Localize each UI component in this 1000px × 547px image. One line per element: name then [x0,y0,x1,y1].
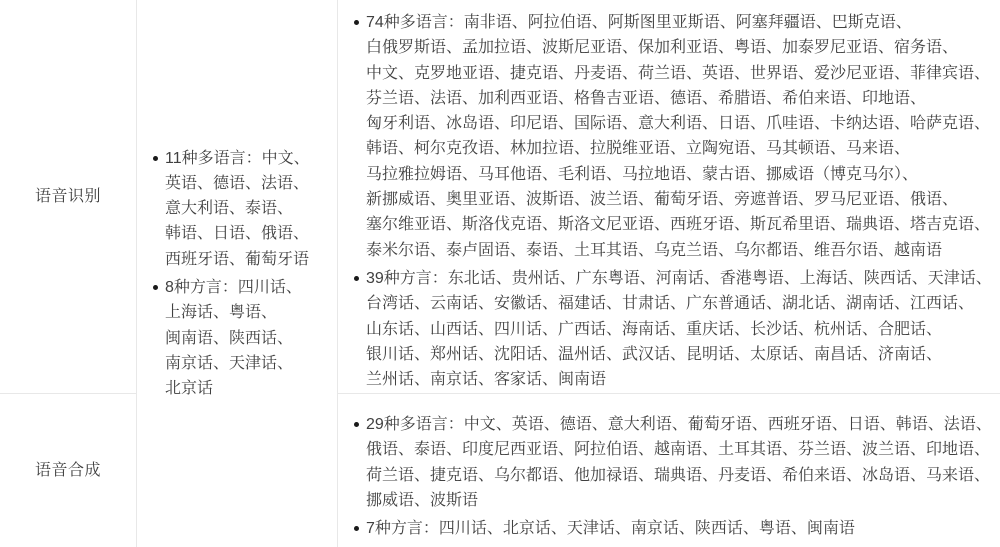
list-text-basic-multilingual: 11种多语言：中文、英语、德语、法语、意大利语、泰语、韩语、日语、俄语、西班牙语、葡萄牙语 [165,149,310,268]
list-text-recognition-multilingual: 74种多语言：南非语、阿拉伯语、阿斯图里亚斯语、阿塞拜疆语、巴斯克语、白俄罗斯语、孟加拉语、波斯尼亚语、保加利亚语、粤语、加泰罗尼亚语、宿务语、中文、克罗地亚语、捷克语、丹麦语、荷兰语、英语、世界语、爱沙尼亚语、菲律宾语、芬兰语、法语、加利西亚语、格鲁吉亚语、德语、希腊语、希伯来语、印地语、匈牙利语、冰岛语、印尼语、国际语、意大利语、日语、爪哇语、卡纳达语、哈萨克语、韩语、柯尔克孜语、林加拉语、拉脱维亚语、立陶宛语、马其顿语、马来语、马拉雅拉姆语、马耳他语、毛利语、马拉地语、蒙古语、挪威语（博克马尔）、新挪威语、奥里亚语、波斯语、波兰语、葡萄牙语、旁遮普语、罗马尼亚语、俄语、塞尔维亚语、斯洛伐克语、斯洛文尼亚语、西班牙语、斯瓦希里语、瑞典语、塔吉克语、泰米尔语、泰卢固语、泰语、土耳其语、乌克兰语、乌尔都语、维吾尔语、越南语 [366,14,991,259]
list-item [352,10,996,263]
list-text-synthesis-multilingual: 29种多语言：中文、英语、德语、意大利语、葡萄牙语、西班牙语、日语、韩语、法语、俄语、泰语、印度尼西亚语、阿拉伯语、越南语、土耳其语、芬兰语、波兰语、印地语、荷兰语、捷克语、乌尔都语、他加禄语、瑞典语、丹麦语、希伯来语、冰岛语、马来语、挪威语、波斯语 [366,416,992,509]
bullet-icon [354,276,359,281]
basic-languages-list [151,146,332,402]
list-text-synthesis-dialects: 7种方言：四川话、北京话、天津话、南京话、陕西话、粤语、闽南语 [366,520,855,538]
list-item [352,412,996,513]
list-text-recognition-dialects: 39种方言：东北话、贵州话、广东粤语、河南话、香港粤语、上海话、陕西话、天津话、台湾话、云南话、安徽话、福建话、甘肃话、广东普通话、湖北话、湖南话、江西话、山东话、山西话、四川话、广西话、海南话、重庆话、长沙话、杭州话、合肥话、银川话、郑州话、沈阳话、温州话、武汉话、昆明话、太原话、南昌话、济南话、兰州话、南京话、客家话、闽南语 [366,269,992,389]
list-text-basic-dialects: 8种方言：四川话、上海话、粤语、闽南语、陕西话、南京话、天津话、北京话 [165,279,302,398]
table-cell-recognition-details [338,0,1000,394]
feature-label-speech-recognition: 语音识别 [34,187,101,205]
list-item [151,275,332,401]
list-item [151,146,332,272]
table-cell-feature-speech-synthesis [0,394,137,547]
list-item [352,516,996,541]
bullet-icon [354,526,359,531]
bullet-icon [354,422,359,427]
bullet-icon [354,20,359,25]
bullet-icon [153,285,158,290]
table-cell-synthesis-details [338,394,1000,547]
table-cell-feature-speech-recognition [0,0,137,394]
recognition-details-list [352,10,996,392]
feature-label-speech-synthesis: 语音合成 [34,461,101,479]
table-cell-basic-languages [137,0,338,547]
bullet-icon [153,156,158,161]
synthesis-details-list [352,412,996,541]
list-item [352,266,996,392]
